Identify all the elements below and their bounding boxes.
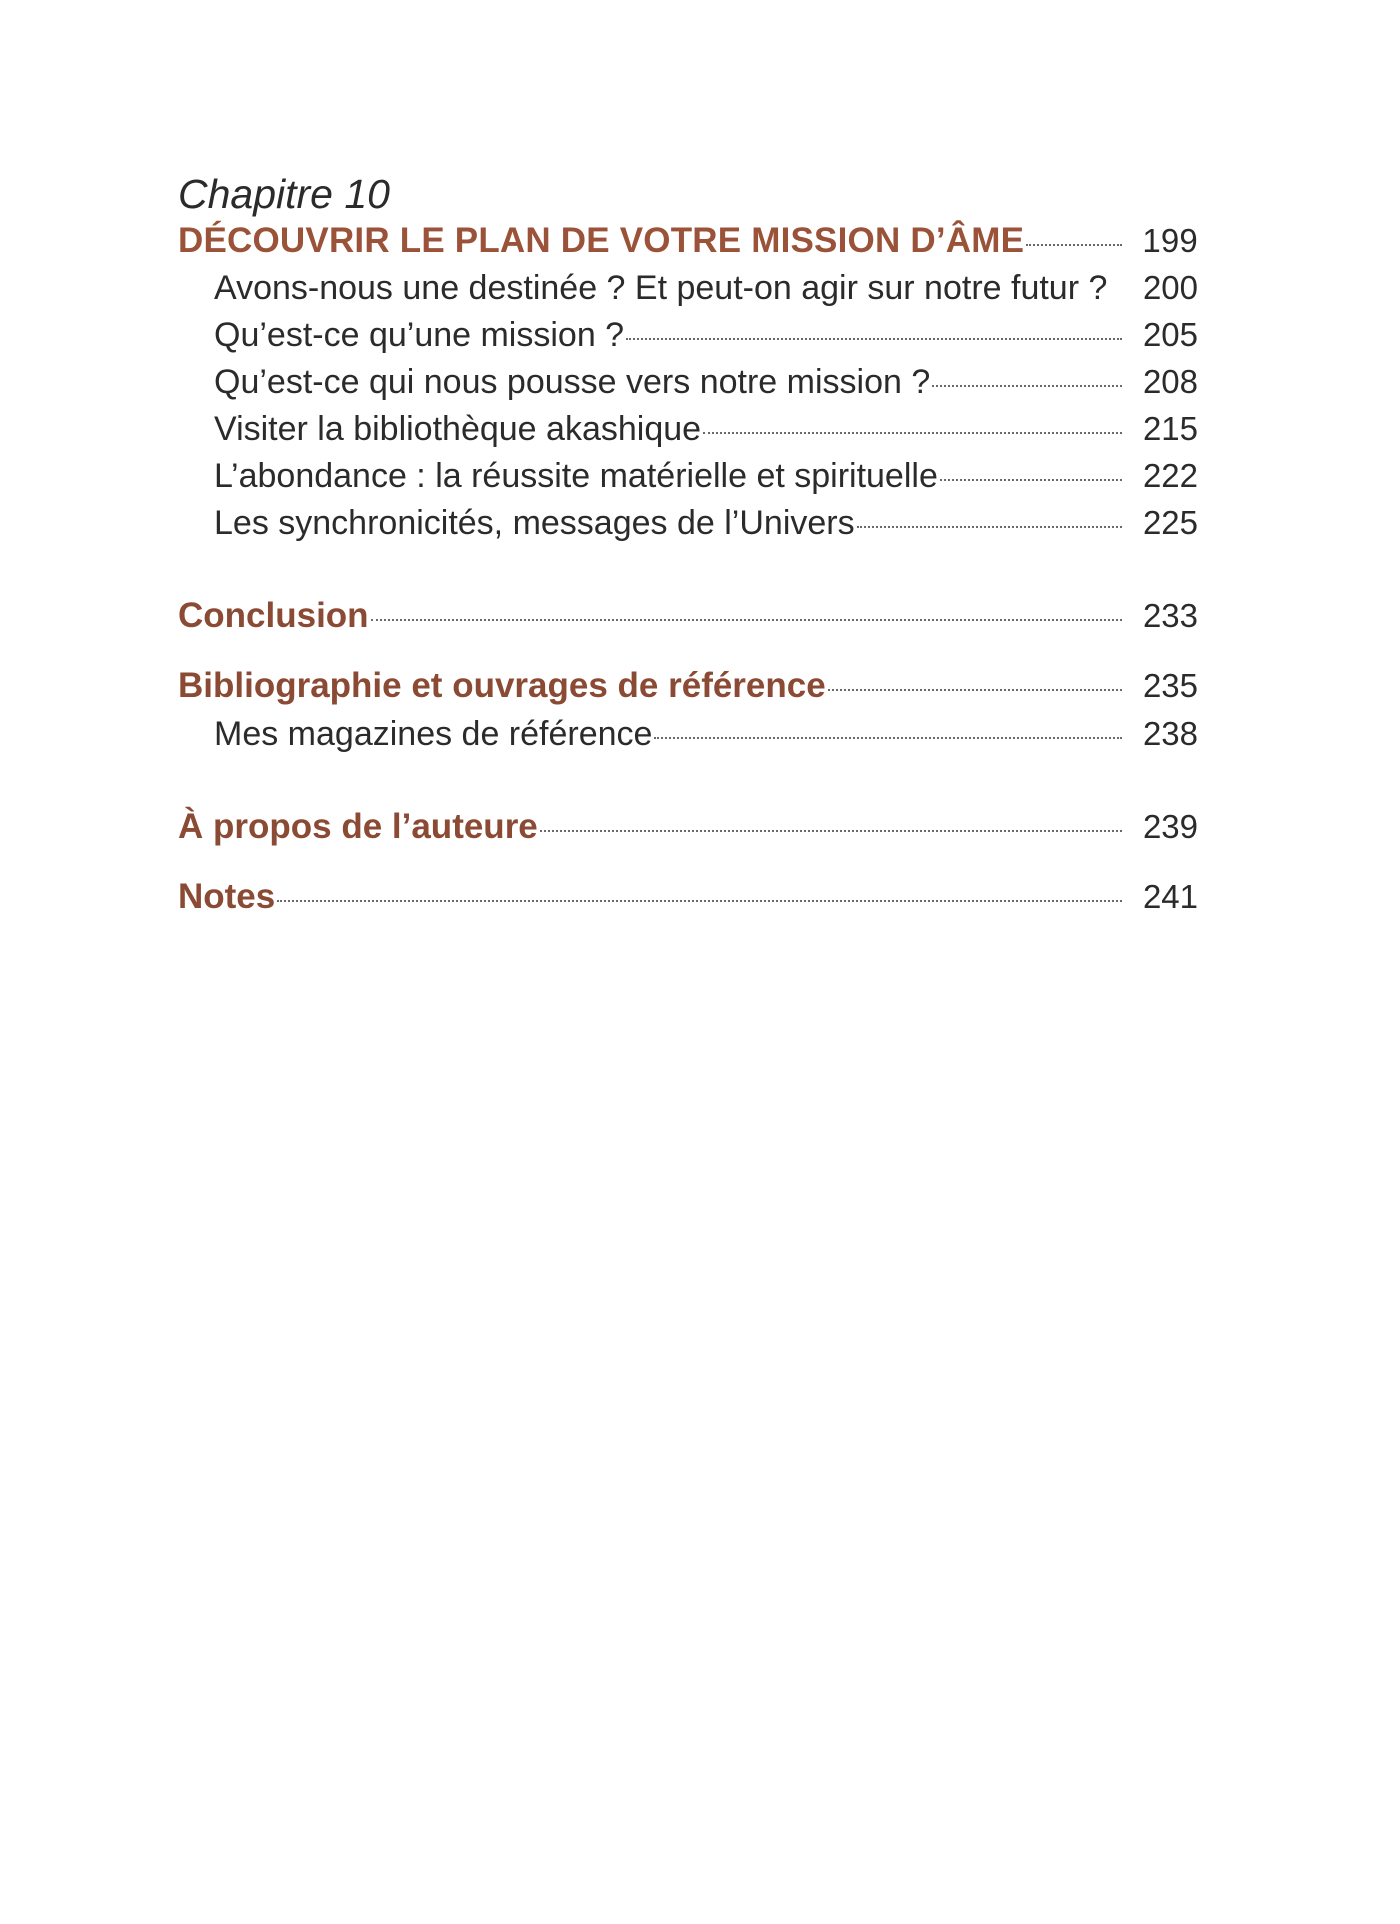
toc-section-page: 233 bbox=[1142, 597, 1198, 634]
toc-subentry-page: 208 bbox=[1142, 363, 1198, 400]
dot-leader bbox=[828, 689, 1122, 691]
toc-subentry-page: 215 bbox=[1142, 410, 1198, 447]
dot-leader bbox=[277, 900, 1122, 902]
dot-leader bbox=[654, 737, 1122, 739]
toc-subentry-title: Visiter la bibliothèque akashique bbox=[214, 410, 702, 448]
toc-section-notes[interactable] bbox=[178, 873, 1198, 921]
toc-entry-page: 199 bbox=[1142, 222, 1198, 259]
toc-subentry-page: 205 bbox=[1142, 316, 1198, 353]
toc-section-about-author[interactable] bbox=[178, 803, 1198, 851]
dot-leader bbox=[857, 526, 1122, 528]
toc-subentry[interactable] bbox=[178, 358, 1198, 405]
toc-subentry-magazines[interactable] bbox=[178, 710, 1198, 757]
toc-subentry-title: Mes magazines de référence bbox=[214, 715, 653, 753]
toc-subentry[interactable] bbox=[178, 264, 1198, 311]
dot-leader bbox=[932, 385, 1122, 387]
table-of-contents bbox=[178, 170, 1198, 921]
toc-subentry[interactable] bbox=[178, 405, 1198, 452]
dot-leader bbox=[940, 479, 1122, 481]
toc-subentry-title: Les synchronicités, messages de l’Univers bbox=[214, 504, 855, 542]
toc-subentry-page: 225 bbox=[1142, 504, 1198, 541]
toc-subentry[interactable] bbox=[178, 311, 1198, 358]
toc-entry-title: DÉCOUVRIR LE PLAN DE VOTRE MISSION D’ÂME bbox=[178, 221, 1025, 260]
toc-section-page: 235 bbox=[1142, 667, 1198, 704]
toc-subentry-page: 238 bbox=[1142, 715, 1198, 752]
dot-leader bbox=[540, 830, 1122, 832]
dot-leader bbox=[626, 338, 1122, 340]
toc-subentry-page: 200 bbox=[1142, 269, 1198, 306]
toc-subentry-title: Avons-nous une destinée ? Et peut-on agir sur notre futur ? bbox=[214, 269, 1108, 307]
toc-section-title: Notes bbox=[178, 877, 276, 916]
spacer bbox=[178, 640, 1198, 662]
toc-section-page: 239 bbox=[1142, 808, 1198, 845]
toc-section-page: 241 bbox=[1142, 878, 1198, 915]
dot-leader bbox=[1026, 244, 1122, 246]
chapter-label: Chapitre 10 bbox=[178, 171, 390, 217]
toc-subentry-page: 222 bbox=[1142, 457, 1198, 494]
toc-entry-chapter-title[interactable] bbox=[178, 218, 1198, 264]
toc-section-conclusion[interactable] bbox=[178, 592, 1198, 640]
spacer bbox=[178, 546, 1198, 592]
toc-subentry[interactable] bbox=[178, 499, 1198, 546]
toc-subentry-title: L’abondance : la réussite matérielle et spirituelle bbox=[214, 457, 938, 495]
toc-subentry-title: Qu’est-ce qui nous pousse vers notre mission ? bbox=[214, 363, 931, 401]
toc-section-title: Conclusion bbox=[178, 596, 369, 635]
dot-leader bbox=[371, 619, 1122, 621]
toc-section-title: Bibliographie et ouvrages de référence bbox=[178, 666, 826, 705]
toc-section-title: À propos de l’auteure bbox=[178, 807, 538, 846]
toc-section-bibliography[interactable] bbox=[178, 662, 1198, 710]
spacer bbox=[178, 757, 1198, 803]
toc-subentry-title: Qu’est-ce qu’une mission ? bbox=[214, 316, 625, 354]
dot-leader bbox=[703, 432, 1122, 434]
spacer bbox=[178, 851, 1198, 873]
toc-subentry[interactable] bbox=[178, 452, 1198, 499]
